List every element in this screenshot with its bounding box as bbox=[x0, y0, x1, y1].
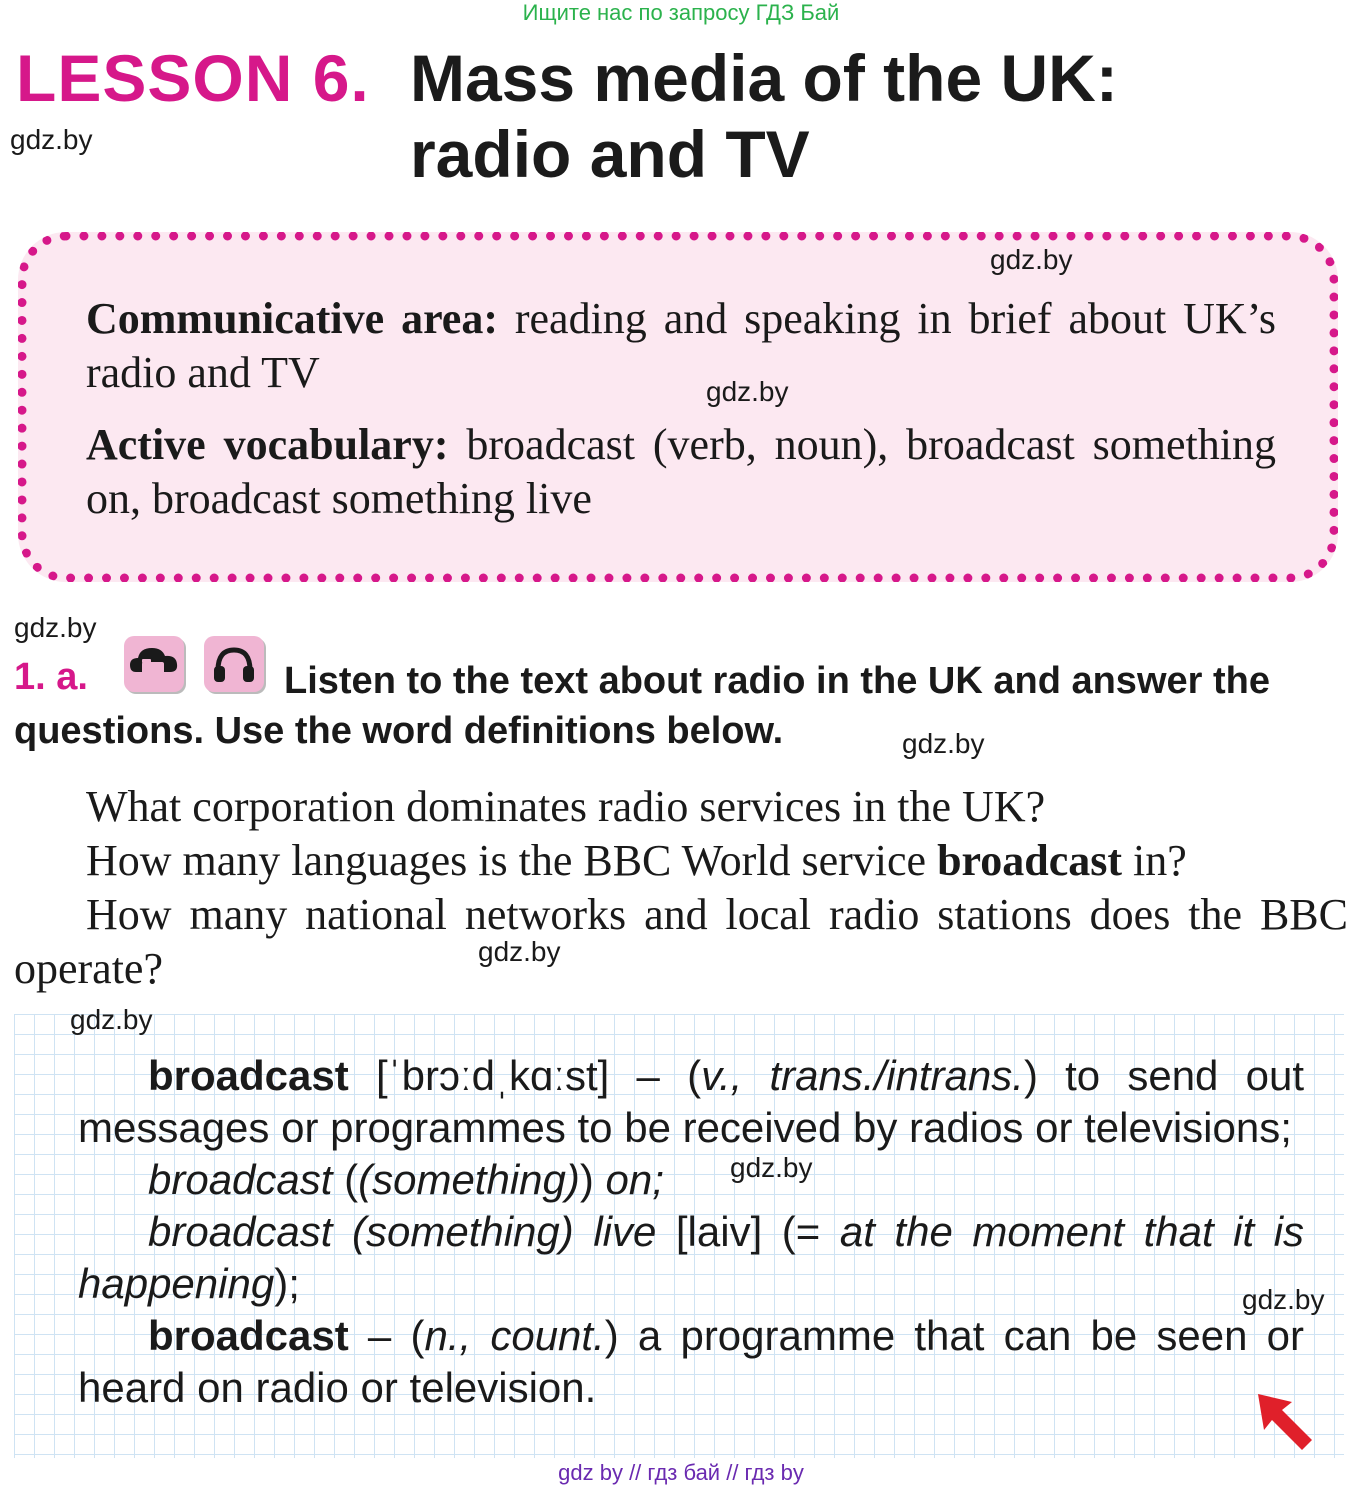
active-vocabulary-text: broadcast (verb, noun), broadcast something on, broadcast something live bbox=[86, 420, 1276, 523]
question-3: How many national networks and local radio stations does the BBC operate? bbox=[14, 890, 1348, 993]
phrase-broadcast-on: broadcast ((something)) on; bbox=[148, 1156, 664, 1203]
folder-cloud-icon[interactable] bbox=[124, 636, 184, 692]
watermark: gdz.by bbox=[706, 376, 789, 407]
question-2-keyword: broadcast bbox=[937, 836, 1123, 885]
watermark: gdz.by bbox=[70, 1004, 153, 1035]
headphones-icon[interactable] bbox=[204, 636, 264, 692]
lesson-number: LESSON 6. bbox=[16, 41, 370, 115]
watermark: gdz.by bbox=[478, 936, 561, 967]
phrase-particle: live bbox=[593, 1208, 657, 1255]
question-2-end: in? bbox=[1133, 836, 1187, 885]
equals: (= bbox=[781, 1208, 821, 1255]
dash: – ( bbox=[367, 1312, 425, 1359]
gloss: at the moment that it is happening bbox=[78, 1208, 1305, 1307]
phrase-broadcast-live bbox=[78, 1206, 1304, 1310]
phrase-particle: on; bbox=[605, 1156, 664, 1203]
watermark: gdz.by bbox=[730, 1152, 813, 1183]
watermark: gdz.by bbox=[10, 124, 93, 155]
active-vocabulary bbox=[86, 418, 1276, 526]
definition-noun bbox=[78, 1310, 1304, 1414]
watermark: gdz.by bbox=[14, 612, 97, 643]
task-instruction: Listen to the text about radio in the UK and answer the questions. Use the word definitions below. bbox=[14, 660, 1270, 752]
active-vocabulary-label: Active vocabulary: bbox=[86, 420, 449, 469]
phrase-word: broadcast bbox=[148, 1208, 333, 1255]
communicative-area bbox=[86, 292, 1276, 400]
watermark: gdz.by bbox=[1242, 1284, 1325, 1315]
question-2-start: How many languages is the BBC World service bbox=[86, 836, 927, 885]
watermark: gdz.by bbox=[990, 244, 1073, 275]
question-1: What corporation dominates radio services in the UK? bbox=[86, 782, 1046, 831]
watermark: gdz.by bbox=[902, 728, 985, 759]
headword: broadcast bbox=[148, 1052, 349, 1099]
communicative-area-label: Communicative area: bbox=[86, 294, 498, 343]
lesson-title bbox=[410, 40, 1118, 192]
transcription: [laiv] bbox=[675, 1208, 763, 1255]
definition-text: ) a programme that can be seen or heard on radio or television. bbox=[78, 1312, 1304, 1411]
dash: – ( bbox=[636, 1052, 702, 1099]
lesson-title-line1: Mass media of the UK: bbox=[410, 41, 1118, 115]
lesson-goals-box bbox=[18, 232, 1338, 582]
grammar-note: n., count. bbox=[424, 1312, 605, 1359]
communicative-area-text: reading and speaking in brief about UK’s radio and TV bbox=[86, 294, 1276, 397]
definition-verb bbox=[78, 1050, 1304, 1154]
question-2 bbox=[86, 834, 1348, 888]
phrase-word: broadcast bbox=[148, 1156, 333, 1203]
definition-text: ) to send out messages or programmes to be received by radios or televisions; bbox=[78, 1052, 1304, 1151]
top-banner: Ищите нас по запросу ГДЗ Бай bbox=[522, 0, 840, 25]
headword: broadcast bbox=[148, 1312, 349, 1359]
phrase-object: (something) bbox=[352, 1208, 574, 1255]
task-number: 1. a. bbox=[14, 656, 88, 698]
transcription: [ˈbrɔːdˌkɑːst] bbox=[375, 1052, 610, 1099]
grammar-note: v., trans./intrans. bbox=[701, 1052, 1024, 1099]
lesson-title-line2: radio and TV bbox=[410, 117, 810, 191]
gloss-close: ); bbox=[274, 1260, 300, 1307]
phrase-object: (something) bbox=[358, 1156, 580, 1203]
footer: gdz by // гдз бай // гдз by bbox=[558, 1460, 804, 1485]
page-turn-arrow-icon[interactable] bbox=[1252, 1388, 1318, 1459]
